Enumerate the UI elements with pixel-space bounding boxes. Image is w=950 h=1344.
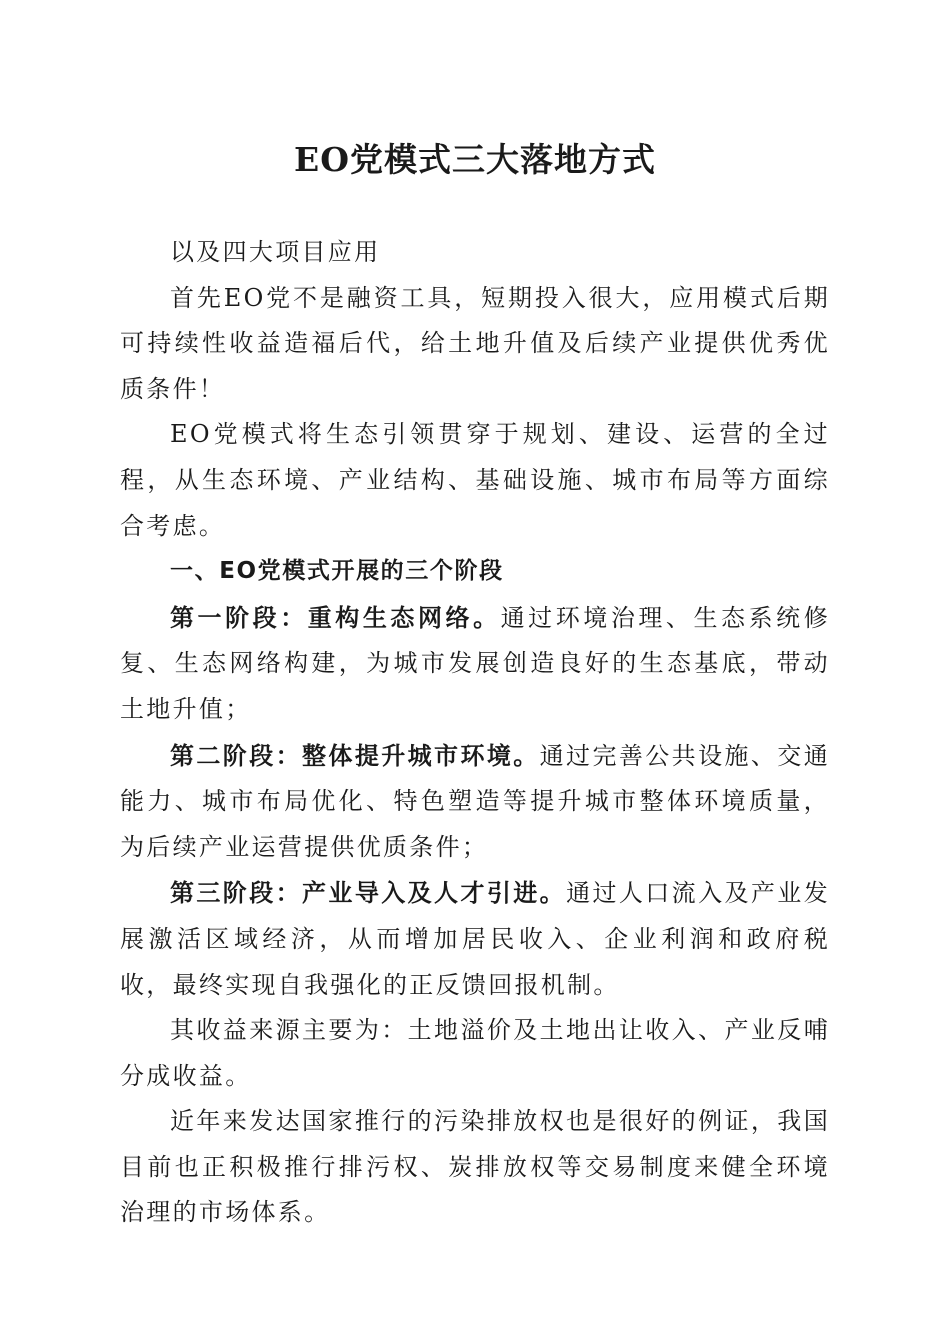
paragraph-stage-one xyxy=(120,595,830,733)
section-heading: 一、EO党模式开展的三个阶段 xyxy=(170,558,504,585)
stage-one-lead: 第一阶段：重构生态网络。 xyxy=(170,602,501,632)
paragraph-financing xyxy=(120,276,830,413)
paragraph-text: 以及四大项目应用 xyxy=(170,238,381,266)
document-body xyxy=(120,230,830,1236)
paragraph-text: 首先EO党不是融资工具，短期投入很大，应用模式后期可持续性收益造福后代，给土地升值及后续产业提供优秀优质条件！ xyxy=(120,283,830,403)
paragraph-text: 通过环境治理、生态系统修复、生态网络构建，为城市发展创造良好的生态基底，带动土地升值； xyxy=(120,603,830,723)
paragraph-stage-three xyxy=(120,870,830,1008)
paragraph-revenue xyxy=(120,1008,830,1099)
paragraph-text: 其收益来源主要为：土地溢价及土地出让收入、产业反哺分成收益。 xyxy=(120,1016,830,1090)
document-title: EO党模式三大落地方式 xyxy=(294,140,656,179)
paragraph-text: 通过人口流入及产业发展激活区域经济，从而增加居民收入、企业利润和政府税收，最终实现自我强化的正反馈回报机制。 xyxy=(120,879,830,999)
paragraph-stage-two xyxy=(120,733,830,871)
paragraph-text: 通过完善公共设施、交通能力、城市布局优化、特色塑造等提升城市整体环境质量，为后续产业运营提供优质条件； xyxy=(120,741,830,861)
paragraph-emission-rights xyxy=(120,1099,830,1236)
stage-two-lead: 第二阶段：整体提升城市环境。 xyxy=(170,740,540,770)
paragraph-text: EO党模式将生态引领贯穿于规划、建设、运营的全过程，从生态环境、产业结构、基础设施、城市布局等方面综合考虑。 xyxy=(120,420,830,540)
stage-three-lead: 第三阶段：产业导入及人才引进。 xyxy=(170,878,567,908)
paragraph-intro xyxy=(120,230,830,276)
paragraph-text: 近年来发达国家推行的污染排放权也是很好的例证，我国目前也正积极推行排污权、炭排放权等交易制度来健全环境治理的市场体系。 xyxy=(120,1107,830,1227)
paragraph-model-overview xyxy=(120,412,830,549)
